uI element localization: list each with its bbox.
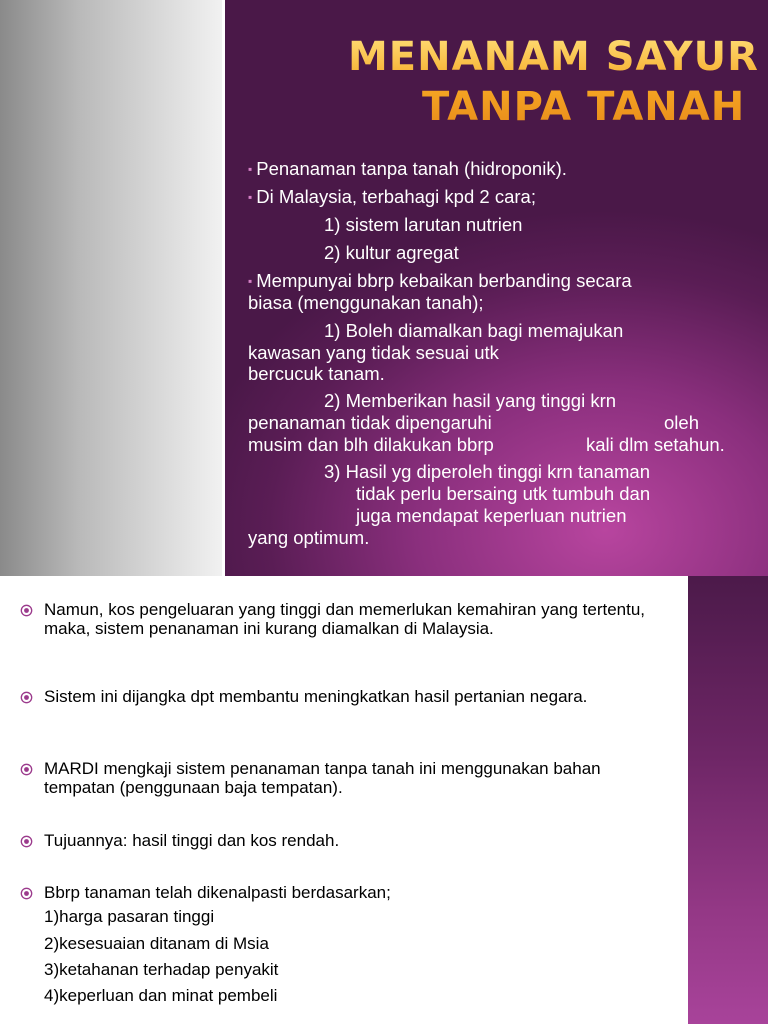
purple-side-strip [684, 576, 768, 1024]
body-line: juga mendapat keperluan nutrien [356, 505, 627, 526]
square-bullet-icon: ▪ [248, 190, 253, 204]
body-line: tidak perlu bersaing utk tumbuh dan [356, 483, 651, 504]
sub-item: 1)harga pasaran tinggi [44, 907, 215, 926]
list-item-text: Sistem ini dijangka dpt membantu meningkatkan hasil pertanian negara. [44, 687, 588, 706]
body-line: oleh [664, 412, 699, 433]
circle-bullet-icon [20, 691, 33, 704]
body-line: ▪ Mempunyai bbrp kebaikan berbanding secara [248, 270, 632, 291]
circle-bullet-icon [20, 887, 33, 900]
list-item-text: Bbrp tanaman telah dikenalpasti berdasarkan; [44, 883, 391, 902]
sub-item: 3)ketahanan terhadap penyakit [44, 960, 279, 979]
body-line: ▪ Di Malaysia, terbahagi kpd 2 cara; [248, 186, 536, 207]
body-line: biasa (menggunakan tanah); [248, 292, 484, 313]
gray-gradient-panel [0, 0, 224, 576]
body-line: kali dlm setahun. [586, 434, 725, 455]
body-line: 2) kultur agregat [324, 242, 459, 263]
panel-divider [222, 0, 225, 576]
circle-bullet-icon [20, 604, 33, 617]
list-item-text: MARDI mengkaji sistem penanaman tanpa tanah ini menggunakan bahan tempatan (penggunaan baja tempatan). [44, 759, 601, 797]
body-line: 1) Boleh diamalkan bagi memajukan [324, 320, 624, 341]
body-line: musim dan blh dilakukan bbrp [248, 434, 494, 455]
list-item-text: Tujuannya: hasil tinggi dan kos rendah. [44, 831, 340, 850]
sub-item: 2)kesesuaian ditanam di Msia [44, 934, 269, 953]
body-line: 3) Hasil yg diperoleh tinggi krn tanaman [324, 461, 650, 482]
body-line: bercucuk tanam. [248, 363, 385, 384]
square-bullet-icon: ▪ [248, 162, 253, 176]
title-line-2: TANPA TANAH [422, 84, 746, 130]
body-line: penanaman tidak dipengaruhi [248, 412, 492, 433]
slide-title [340, 32, 760, 132]
square-bullet-icon: ▪ [248, 274, 253, 288]
body-line: ▪ Penanaman tanpa tanah (hidroponik). [248, 158, 567, 179]
circle-bullet-icon [20, 835, 33, 848]
sub-item: 4)keperluan dan minat pembeli [44, 986, 278, 1005]
body-line: 2) Memberikan hasil yang tinggi krn [324, 390, 617, 411]
circle-bullet-icon [20, 763, 33, 776]
body-line: kawasan yang tidak sesuai utk [248, 342, 499, 363]
list-item-text: Namun, kos pengeluaran yang tinggi dan memerlukan kemahiran yang tertentu, maka, sistem penanaman ini kurang diamalkan di Malaysia. [44, 600, 646, 638]
body-line: yang optimum. [248, 527, 370, 548]
body-line: 1) sistem larutan nutrien [324, 214, 523, 235]
title-line-1: MENANAM SAYUR [348, 34, 759, 80]
slide-2 [0, 576, 768, 1024]
